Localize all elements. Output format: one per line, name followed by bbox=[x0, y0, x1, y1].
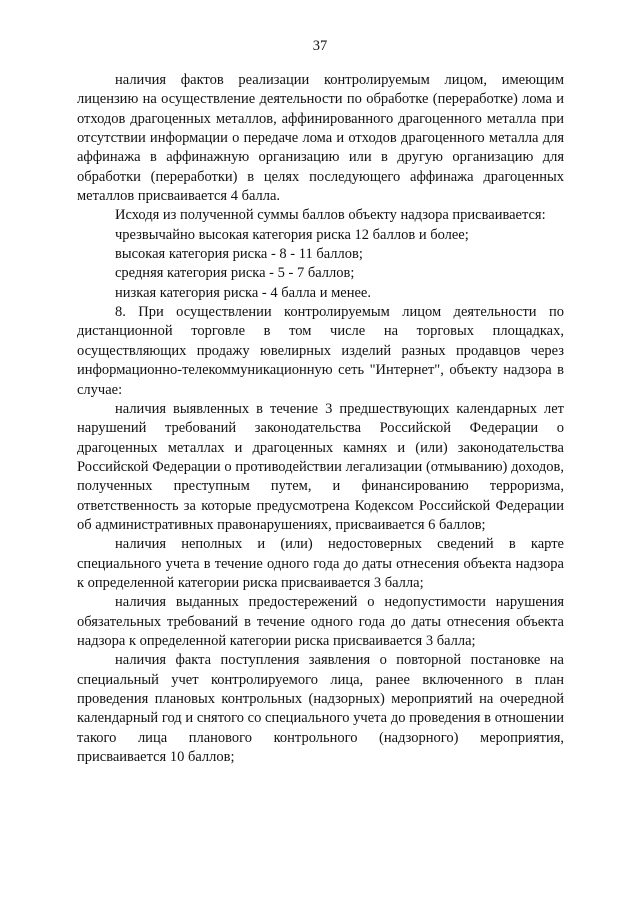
paragraph-remote-trading: 8. При осуществлении контролируемым лицом деятельности по дистанционной торговле в том числе на торговых площадках, осуществляющих продажу ювелирных изделий разных продавцов через информационно-телекоммуникационную сеть "Интернет", объекту надзора в случае: bbox=[77, 304, 564, 398]
risk-category-low: низкая категория риска - 4 балла и менее. bbox=[115, 284, 371, 301]
risk-category-high: высокая категория риска - 8 - 11 баллов; bbox=[115, 246, 363, 263]
document-body bbox=[77, 71, 564, 767]
risk-category-medium: средняя категория риска - 5 - 7 баллов; bbox=[115, 265, 355, 282]
paragraph-violations: наличия выявленных в течение 3 предшествующих календарных лет нарушений требований законодательства Российской Федерации о драгоценных металлах и драгоценных камнях и (или) законодательства Российской Федерации о противодействии легализации (отмыванию) доходов, полученных преступным путем, и финансированию терроризма, ответственность за которые предусмотрена Кодексом Российской Федерации об административных правонарушениях, присваивается 6 баллов; bbox=[77, 400, 564, 533]
page-number: 37 bbox=[312, 38, 328, 54]
risk-category-extremely-high: чрезвычайно высокая категория риска 12 баллов и более; bbox=[115, 226, 469, 243]
paragraph-incomplete-data: наличия неполных и (или) недостоверных сведений в карте специального учета в течение одного года до даты отнесения объекта надзора к определенной категории риска присваивается 3 балла; bbox=[77, 536, 564, 591]
paragraph-score-assignment: Исходя из полученной суммы баллов объекту надзора присваивается: bbox=[115, 207, 546, 224]
paragraph-repeat-registration: наличия факта поступления заявления о повторной постановке на специальный учет контролируемого лица, ранее включенного в план проведения плановых контрольных (надзорных) мероприятий на очередной календарный год и снятого со специального учета до проведения в отношении такого лица планового контрольного (надзорного) мероприятия, присваивается 10 баллов; bbox=[77, 652, 564, 766]
paragraph-refining-facts: наличия фактов реализации контролируемым лицом, имеющим лицензию на осуществление деятельности по обработке (переработке) лома и отходов драгоценных металлов, аффинированного драгоценного металла при отсутствии информации о передаче лома и отходов драгоценного металла для аффинажа в аффинажную организацию или в другую организацию для обработки (переработки) в целях последующего аффинажа драгоценных металлов присваивается 4 балла. bbox=[77, 72, 564, 205]
paragraph-warnings: наличия выданных предостережений о недопустимости нарушения обязательных требований в течение одного года до даты отнесения объекта надзора к определенной категории риска присваивается 3 балла; bbox=[77, 594, 564, 649]
